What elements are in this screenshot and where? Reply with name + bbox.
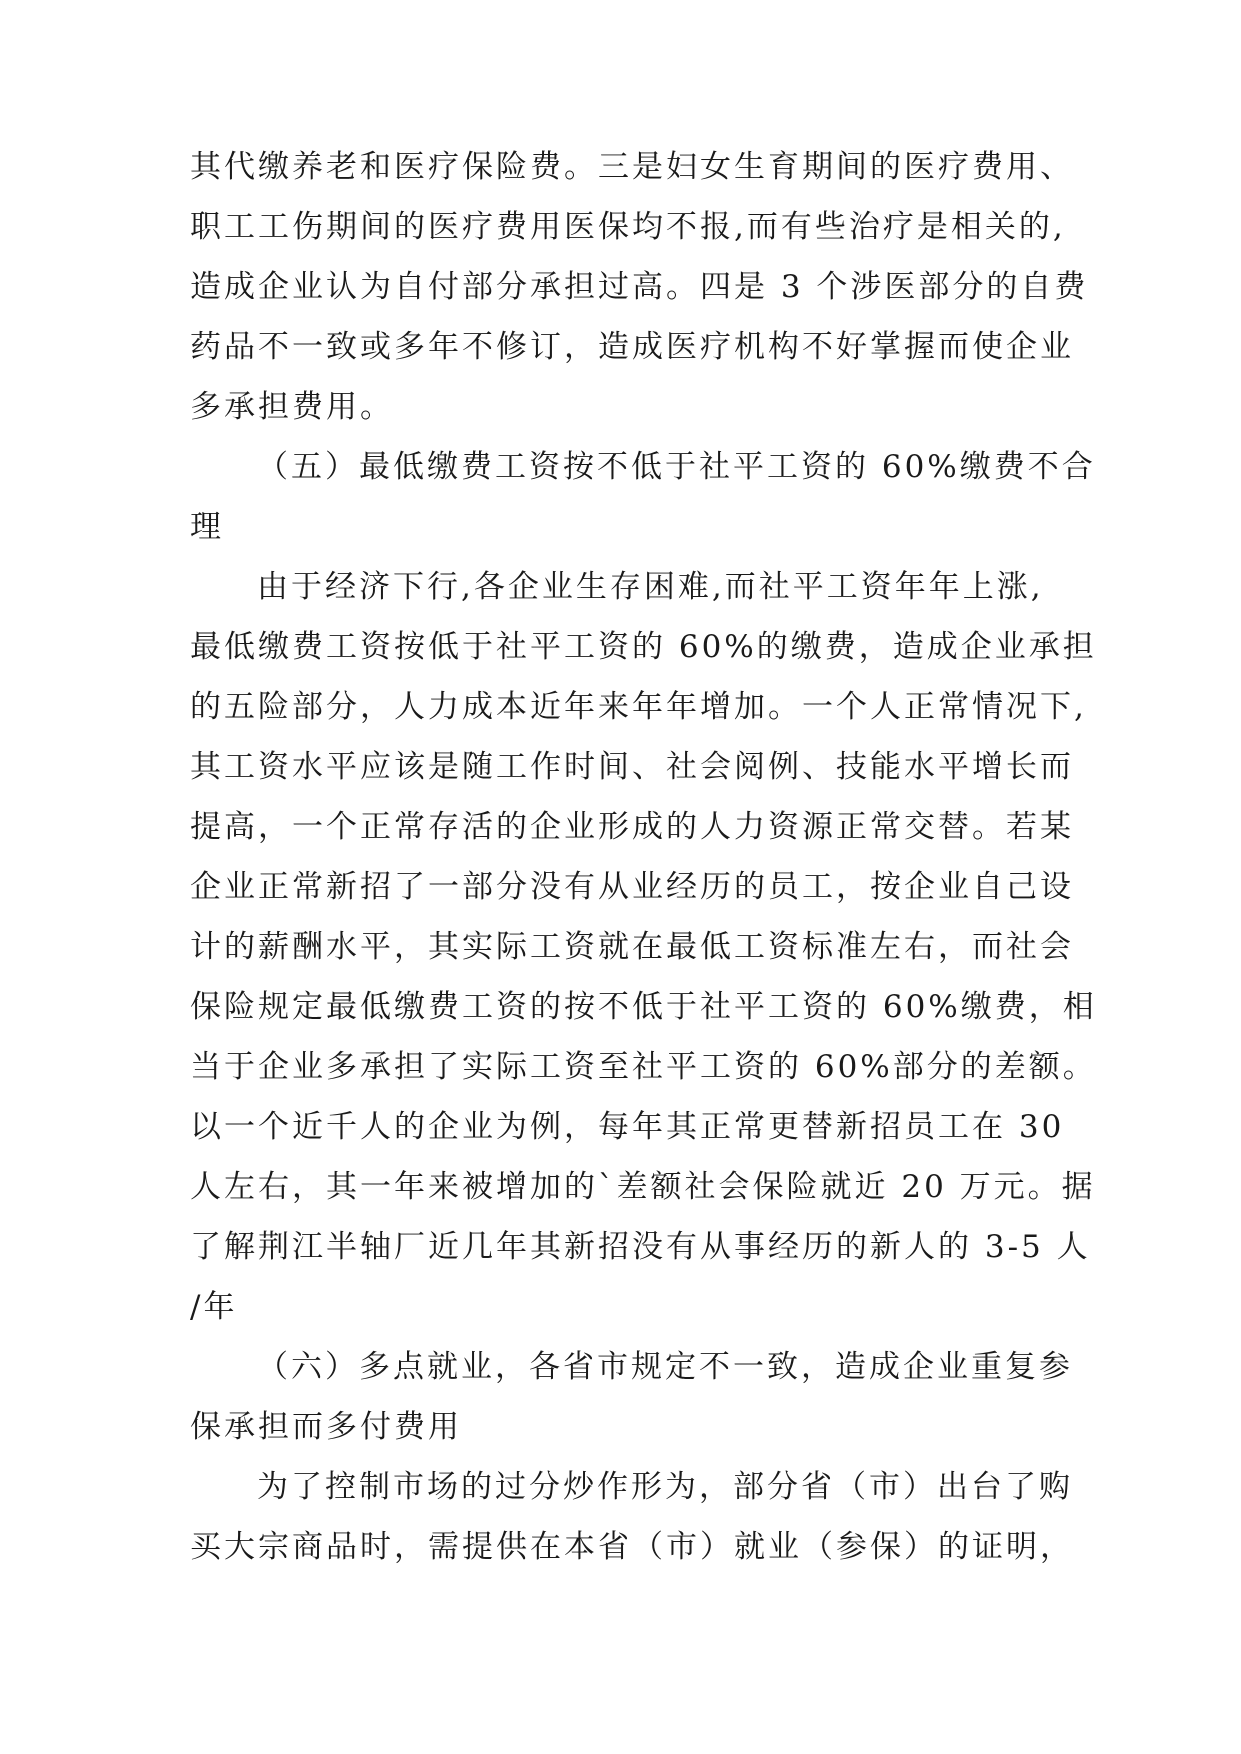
paragraph-line: 以一个近千人的企业为例，每年其正常更替新招员工在 30 bbox=[190, 1109, 1065, 1145]
section-heading-6-cont: 保承担而多付费用 bbox=[190, 1409, 462, 1445]
paragraph-line: 为了控制市场的过分炒作形为，部分省（市）出台了购 bbox=[257, 1469, 1073, 1505]
paragraph-line: 买大宗商品时，需提供在本省（市）就业（参保）的证明， bbox=[190, 1529, 1074, 1565]
paragraph-line: 药品不一致或多年不修订，造成医疗机构不好掌握而使企业 bbox=[190, 329, 1074, 365]
paragraph-line: 由于经济下行,各企业生存困难,而社平工资年年上涨, bbox=[257, 569, 1044, 605]
paragraph-line: 最低缴费工资按低于社平工资的 60%的缴费，造成企业承担 bbox=[190, 629, 1097, 665]
paragraph-line: 造成企业认为自付部分承担过高。四是 3 个涉医部分的自费 bbox=[190, 269, 1089, 305]
paragraph-line: 了解荆江半轴厂近几年其新招没有从事经历的新人的 3-5 人 bbox=[190, 1229, 1091, 1265]
paragraph-line: 人左右，其一年来被增加的`差额社会保险就近 20 万元。据 bbox=[190, 1169, 1096, 1205]
paragraph-line: 其工资水平应该是随工作时间、社会阅例、技能水平增长而 bbox=[190, 749, 1074, 785]
paragraph-line: 多承担费用。 bbox=[190, 389, 394, 425]
paragraph-line: 保险规定最低缴费工资的按不低于社平工资的 60%缴费，相 bbox=[190, 989, 1097, 1025]
section-heading-5-cont: 理 bbox=[190, 509, 224, 545]
paragraph-line: 的五险部分，人力成本近年来年年增加。一个人正常情况下, bbox=[190, 689, 1087, 725]
paragraph-line: 职工工伤期间的医疗费用医保均不报,而有些治疗是相关的, bbox=[190, 209, 1066, 245]
section-heading-5: （五）最低缴费工资按不低于社平工资的 60%缴费不合 bbox=[257, 449, 1096, 485]
paragraph-line: 企业正常新招了一部分没有从业经历的员工，按企业自己设 bbox=[190, 869, 1074, 905]
paragraph-line: 计的薪酬水平，其实际工资就在最低工资标准左右，而社会 bbox=[190, 929, 1074, 965]
paragraph-line: 提高，一个正常存活的企业形成的人力资源正常交替。若某 bbox=[190, 809, 1074, 845]
paragraph-line: 其代缴养老和医疗保险费。三是妇女生育期间的医疗费用、 bbox=[190, 149, 1074, 185]
section-heading-6: （六）多点就业，各省市规定不一致，造成企业重复参 bbox=[257, 1349, 1073, 1385]
paragraph-line: /年 bbox=[190, 1289, 238, 1325]
paragraph-line: 当于企业多承担了实际工资至社平工资的 60%部分的差额。 bbox=[190, 1049, 1097, 1085]
